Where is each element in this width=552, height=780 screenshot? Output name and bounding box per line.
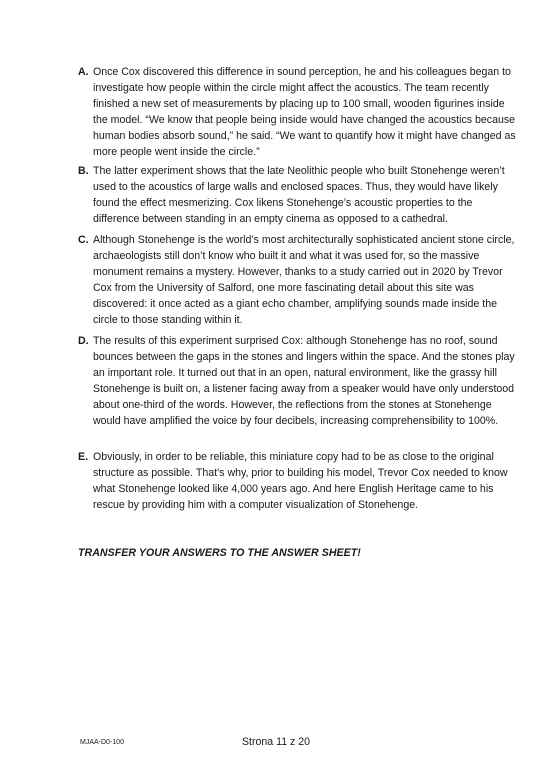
paragraph-b <box>78 164 518 228</box>
paragraph-a <box>78 65 518 160</box>
paragraph-letter: D. <box>78 335 89 347</box>
paragraph-e <box>78 450 518 514</box>
paragraph-text: Obviously, in order to be reliable, this miniature copy had to be as close to the original structure as possible. That’s why, prior to building his model, Trevor Cox needed to know what Stonehenge looked like 4,000 years ago. And here English Heritage came to his rescue by providing him with a computer visualization of Stonehenge. <box>93 451 508 511</box>
paragraph-letter: B. <box>78 165 89 177</box>
paragraph-text: The latter experiment shows that the late Neolithic people who built Stonehenge weren’t used to the acoustics of large walls and enclosed spaces. Thus, they would have likely found the effect mesmerizing. Cox likens Stonehenge’s acoustic properties to the difference between standing in an empty cinema as opposed to a cathedral. <box>93 165 505 225</box>
paragraph-text: Although Stonehenge is the world’s most architecturally sophisticated ancient stone circle, archaeologists still don’t know who built it and what it was used for, so the massive monument remains a mystery. However, thanks to a study carried out in 2020 by Trevor Cox from the University of Salford, one more fascinating detail about this site was discovered: it once acted as a giant echo chamber, amplifying sounds made inside the circle to those standing within it. <box>93 234 515 326</box>
paragraph-text: Once Cox discovered this difference in sound perception, he and his colleagues began to investigate how people within the circle might affect the acoustics. The team recently finished a new set of measurements by placing up to 100 small, wooden figurines inside the model. “We know that people being inside would have changed the acoustics because human bodies absorb sound,” he said. “We want to quantify how it might have changed as more people went inside the circle.” <box>93 66 516 158</box>
paragraph-c <box>78 233 518 328</box>
paragraph-letter: A. <box>78 66 89 78</box>
transfer-instruction: TRANSFER YOUR ANSWERS TO THE ANSWER SHEET! <box>78 547 361 559</box>
paragraph-text: The results of this experiment surprised Cox: although Stonehenge has no roof, sound bounces between the gaps in the stones and lingers within the space. And the stones play an important role. It turned out that in an open, natural environment, like the grassy hill Stonehenge is built on, a listener facing away from a speaker would have only understood about one-third of the words. However, the reflections from the stones at Stonehenge would have amplified the voice by four decibels, increasing comprehensibility to 100%. <box>93 335 515 427</box>
paragraph-letter: C. <box>78 234 89 246</box>
paragraph-letter: E. <box>78 451 89 463</box>
page-number: Strona 11 z 20 <box>241 736 311 748</box>
paragraph-d <box>78 334 518 429</box>
document-code: MJAA-D0-100 <box>80 739 124 746</box>
